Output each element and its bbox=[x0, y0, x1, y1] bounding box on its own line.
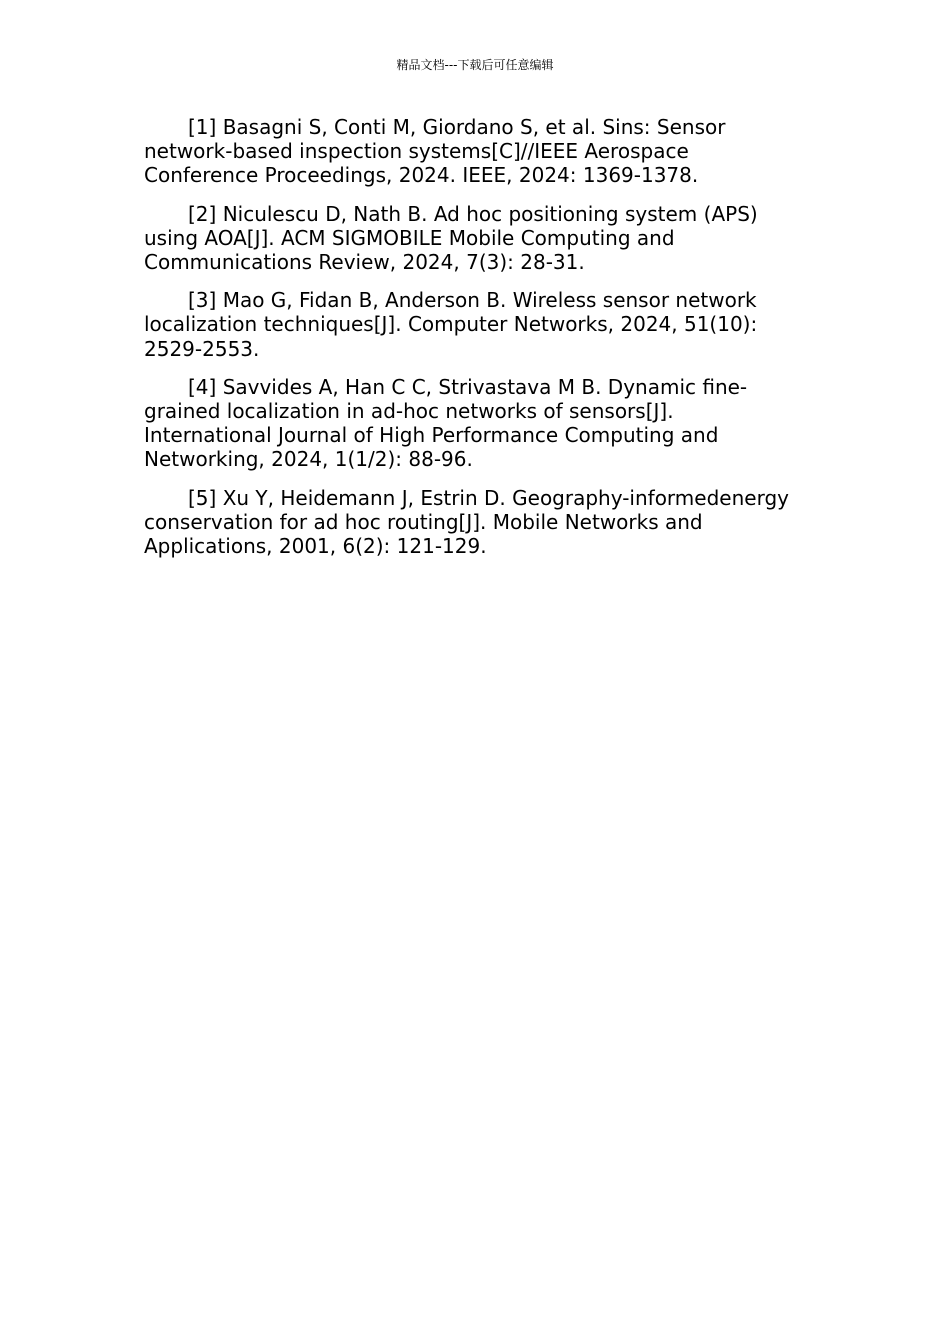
reference-item: [2] Niculescu D, Nath B. Ad hoc positioning system (APS) using AOA[J]. ACM SIGMOBILE Mobile Computing and Communications Review, 2024, 7(3): 28-31. bbox=[144, 201, 758, 275]
reference-list bbox=[144, 115, 792, 572]
reference-item: [3] Mao G, Fidan B, Anderson B. Wireless sensor network localization techniques[J]. Computer Networks, 2024, 51(10): 2529-2553. bbox=[144, 288, 758, 361]
page-header: 精品文档---下载后可任意编辑 bbox=[396, 58, 554, 72]
reference-item: [1] Basagni S, Conti M, Giordano S, et al. Sins: Sensor network-based inspection systems[C]//IEEE Aerospace Conference Proceedings, 2024. IEEE, 2024: 1369-1378. bbox=[144, 115, 726, 188]
reference-item: [4] Savvides A, Han C C, Strivastava M B. Dynamic fine-grained localization in ad-hoc networks of sensors[J]. International Journal of High Performance Computing and Networking, 2024, 1(1/2): 88-96. bbox=[144, 374, 748, 472]
reference-item: [5] Xu Y, Heidemann J, Estrin D. Geography-informedenergy conservation for ad hoc routing[J]. Mobile Networks and Applications, 2001, 6(2): 121-129. bbox=[144, 485, 789, 559]
